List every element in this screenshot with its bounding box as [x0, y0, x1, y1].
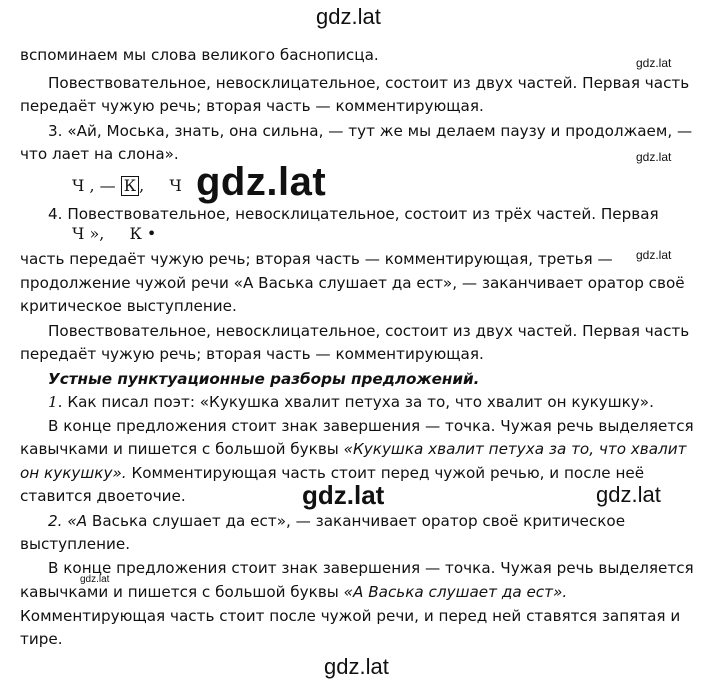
text-line: В конце предложения стоит знак завершения — точка. Чужая речь выделяется	[48, 559, 694, 577]
quoted-speech: 2. «А	[48, 512, 88, 530]
scheme-symbol: Ч	[169, 176, 182, 195]
text-line	[20, 582, 567, 602]
scheme-symbol: К •	[129, 224, 157, 243]
text-line: Повествовательное, невосклицательное, состоит из двух частей. Первая часть	[48, 322, 690, 340]
text-span: Как писал поэт: «Кукушка хвалит петуха за то, что хвалит он кукушку».	[67, 393, 654, 411]
text-line: Повествовательное, невосклицательное, состоит из двух частей. Первая часть	[48, 74, 690, 92]
watermark-right-2: gdz.lat	[636, 150, 672, 164]
watermark-small-left: gdz.lat	[80, 574, 110, 585]
text-span: Васька слушает да ест», — заканчивает оратор своё критическое	[87, 512, 626, 530]
text-line: 4. Повествовательное, невосклицательное, состоит из трёх частей. Первая	[48, 205, 659, 223]
quoted-speech: «Кукушка хвалит петуха за то, что хвалит	[343, 440, 687, 458]
scheme-symbol: »,	[89, 224, 105, 243]
text-span: кавычками и пишется с большой буквы	[20, 583, 344, 601]
text-line: вспоминаем мы слова великого баснописца.	[20, 46, 379, 64]
text-line	[20, 439, 686, 459]
text-span: кавычками и пишется с большой буквы	[20, 440, 344, 458]
watermark-middle: gdz.lat	[298, 480, 388, 511]
text-line: часть передаёт чужую речь; вторая часть — комментирующая, третья —	[20, 250, 613, 268]
watermark-right-3: gdz.lat	[636, 248, 672, 262]
quoted-speech: «А Васька слушает да ест».	[343, 583, 568, 601]
punctuation-scheme-2	[72, 224, 156, 243]
text-line	[20, 463, 644, 483]
text-line: тире.	[20, 630, 63, 648]
text-line: Комментирующая часть стоит после чужой речи, и перед ней ставятся запятая и	[20, 607, 681, 625]
watermark-center-big: gdz.lat	[196, 160, 327, 204]
text-line: критическое выступление.	[20, 297, 237, 315]
text-span: Комментирующая часть стоит перед чужой речью, и после неё	[126, 464, 645, 482]
punctuation-scheme-1	[72, 176, 182, 196]
text-line: передаёт чужую речь; вторая часть — комментирующая.	[20, 345, 484, 363]
scheme-symbol: ,	[139, 176, 145, 195]
watermark-top: gdz.lat	[316, 4, 381, 29]
watermark-middle-right: gdz.lat	[596, 482, 661, 507]
watermark-right-1: gdz.lat	[636, 56, 672, 70]
scheme-symbol: Ч	[72, 176, 85, 195]
text-line: выступление.	[20, 535, 131, 553]
watermark-bottom: gdz.lat	[324, 654, 389, 679]
scheme-symbol: Ч	[72, 224, 85, 243]
scheme-boxed-symbol: К	[121, 176, 139, 196]
text-line: передаёт чужую речь; вторая часть — комментирующая.	[20, 97, 484, 115]
text-line: что лает на слона».	[20, 145, 179, 163]
quoted-speech: он кукушку».	[20, 464, 127, 482]
text-line: ставится двоеточие.	[20, 487, 186, 505]
text-line: 3. «Ай, Моська, знать, она сильна, — тут же мы делаем паузу и продолжаем, —	[48, 122, 693, 140]
text-line: В конце предложения стоит знак завершения — точка. Чужая речь выделяется	[48, 417, 694, 435]
text-line: продолжение чужой речи «А Васька слушает да ест», — заканчивает оратор своё	[20, 274, 685, 292]
item-number: 1.	[48, 393, 63, 411]
text-line	[48, 392, 654, 412]
section-heading: Устные пунктуационные разборы предложений.	[48, 370, 480, 388]
text-line	[48, 511, 625, 531]
scheme-symbol: , —	[89, 176, 116, 195]
